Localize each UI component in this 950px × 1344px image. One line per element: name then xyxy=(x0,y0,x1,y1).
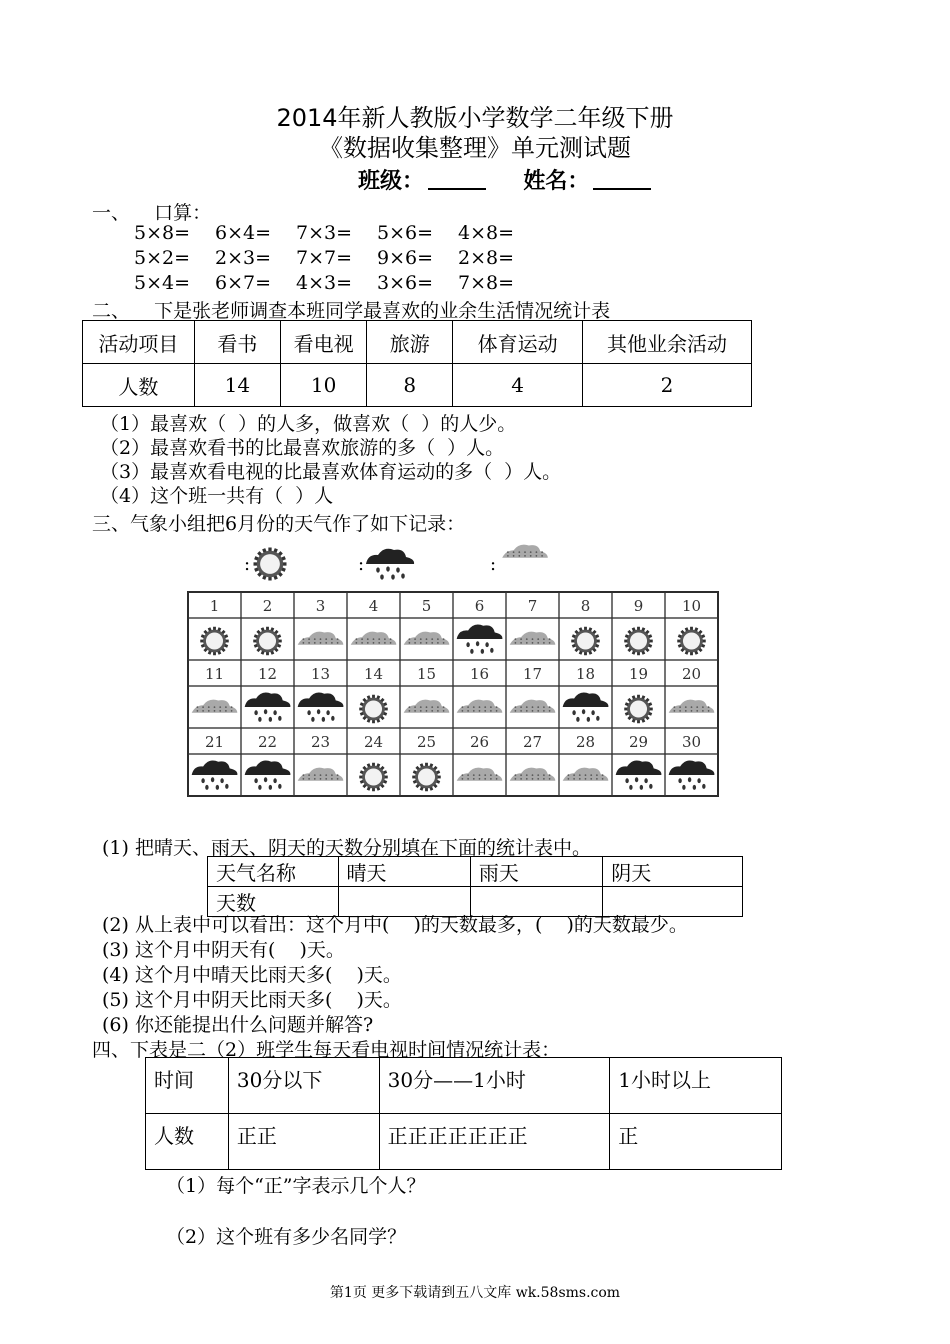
math-item: 4×8= xyxy=(458,222,515,244)
sun-icon xyxy=(200,627,229,656)
tally-cell: 正正 xyxy=(228,1114,379,1170)
math-item: 6×7= xyxy=(215,272,272,294)
sun-icon xyxy=(624,695,653,724)
section3-question: (4) 这个月中晴天比雨天多( )天。 xyxy=(102,964,402,986)
sun-icon xyxy=(359,695,388,724)
activity-header-cell: 旅游 xyxy=(367,321,453,364)
calendar-day-number: 23 xyxy=(310,733,331,751)
title-line1: 2014年新人教版小学数学二年级下册 xyxy=(276,104,674,132)
legend-colon-sunny: : xyxy=(244,554,251,575)
calendar-day-number: 18 xyxy=(575,665,596,683)
math-item: 6×4= xyxy=(215,222,272,244)
calendar-day-number: 15 xyxy=(416,665,437,683)
section1-heading: 一、 口算： xyxy=(92,202,212,224)
activity-count-cell: 10 xyxy=(281,364,367,407)
calendar-day-number: 1 xyxy=(209,597,220,615)
weather-stat-table xyxy=(207,856,743,917)
activity-count-cell: 8 xyxy=(367,364,453,407)
math-item: 4×3= xyxy=(296,272,353,294)
math-item: 5×6= xyxy=(377,222,434,244)
weather-stat-header-cell: 雨天 xyxy=(470,857,602,887)
calendar-day-number: 17 xyxy=(522,665,543,683)
section2-question: （4）这个班一共有（ ）人 xyxy=(100,485,334,507)
math-item: 7×3= xyxy=(296,222,353,244)
math-item: 5×8= xyxy=(134,222,191,244)
calendar-day-number: 30 xyxy=(681,733,702,751)
math-item: 5×4= xyxy=(134,272,191,294)
tv-table-row-label: 人数 xyxy=(146,1114,229,1170)
calendar-day-number: 13 xyxy=(310,665,331,683)
calendar-day-number: 3 xyxy=(315,597,326,615)
tv-table-header-cell: 1小时以上 xyxy=(610,1058,782,1114)
sun-icon xyxy=(677,627,706,656)
math-item: 7×8= xyxy=(458,272,515,294)
section3-question: (5) 这个月中阴天比雨天多( )天。 xyxy=(102,989,402,1011)
class-name-line xyxy=(358,164,651,195)
math-item: 5×2= xyxy=(134,247,191,269)
section2-question: （3）最喜欢看电视的比最喜欢体育运动的多（ ）人。 xyxy=(100,461,562,483)
class-label: 班级： xyxy=(358,169,425,194)
calendar-day-number: 2 xyxy=(262,597,273,615)
legend-cloud-icon xyxy=(502,545,548,558)
sun-icon xyxy=(624,627,653,656)
calendar-day-number: 21 xyxy=(204,733,225,751)
calendar-day-number: 10 xyxy=(681,597,702,615)
math-item: 3×6= xyxy=(377,272,434,294)
activity-count-cell: 2 xyxy=(582,364,751,407)
activity-header-cell: 其他业余活动 xyxy=(582,321,751,364)
tv-table-header-cell: 时间 xyxy=(146,1058,229,1114)
tv-table-header-row xyxy=(146,1058,782,1114)
title-line2: 《数据收集整理》单元测试题 xyxy=(319,134,631,162)
weather-stat-header-row xyxy=(208,857,743,887)
math-item: 2×3= xyxy=(215,247,272,269)
activity-header-cell: 看电视 xyxy=(281,321,367,364)
legend-sun-icon xyxy=(254,548,287,581)
calendar-day-number: 19 xyxy=(628,665,649,683)
calendar-day-number: 22 xyxy=(257,733,278,751)
activity-table xyxy=(82,320,752,407)
activity-count-cell: 4 xyxy=(453,364,583,407)
calendar-day-number: 25 xyxy=(416,733,437,751)
legend-rain-icon xyxy=(366,549,414,580)
weather-stat-row-label: 天数 xyxy=(208,887,339,917)
calendar-day-number: 8 xyxy=(580,597,591,615)
activity-header-cell: 体育运动 xyxy=(453,321,583,364)
math-item: 7×7= xyxy=(296,247,353,269)
section2-question: （2）最喜欢看书的比最喜欢旅游的多（ ）人。 xyxy=(100,437,505,459)
page-footer: 第1页 更多下载请到五八文库 wk.58sms.com xyxy=(329,1285,621,1301)
calendar-day-number: 4 xyxy=(368,597,379,615)
weather-stat-header-cell: 晴天 xyxy=(338,857,470,887)
section3-question: (2) 从上表中可以看出：这个月中( )的天数最多，( )的天数最少。 xyxy=(102,914,688,936)
tv-table-data-row xyxy=(146,1114,782,1170)
math-item: 9×6= xyxy=(377,247,434,269)
weather-calendar xyxy=(186,590,720,798)
calendar-day-number: 6 xyxy=(474,597,485,615)
calendar-day-number: 20 xyxy=(681,665,702,683)
calendar-day-number: 27 xyxy=(522,733,543,751)
tally-cell: 正正正正正正正 xyxy=(379,1114,610,1170)
sun-icon xyxy=(253,627,282,656)
calendar-day-number: 9 xyxy=(633,597,644,615)
section3-question: (3) 这个月中阴天有( )天。 xyxy=(102,939,345,961)
calendar-day-number: 11 xyxy=(204,665,225,683)
calendar-day-number: 29 xyxy=(628,733,649,751)
calendar-day-number: 24 xyxy=(363,733,384,751)
section3-q1: (1) 把晴天、雨天、阴天的天数分别填在下面的统计表中。 xyxy=(102,837,591,859)
section2-heading: 二、 下是张老师调查本班同学最喜欢的业余生活情况统计表 xyxy=(92,300,611,322)
activity-header-cell: 活动项目 xyxy=(83,321,195,364)
calendar-day-number: 14 xyxy=(363,665,384,683)
section4-q1: （1）每个“正”字表示几个人？ xyxy=(166,1175,426,1197)
activity-table-data-row xyxy=(83,364,752,407)
weather-stat-header-cell: 天气名称 xyxy=(208,857,339,887)
tv-table-header-cell: 30分以下 xyxy=(228,1058,379,1114)
activity-table-header-row xyxy=(83,321,752,364)
sun-icon xyxy=(412,763,441,792)
activity-count-cell: 14 xyxy=(194,364,280,407)
calendar-day-number: 28 xyxy=(575,733,596,751)
sun-icon xyxy=(571,627,600,656)
calendar-day-number: 7 xyxy=(527,597,538,615)
calendar-day-number: 16 xyxy=(469,665,490,683)
legend-colon-rainy: : xyxy=(358,554,365,575)
weather-stat-header-cell: 阴天 xyxy=(603,857,743,887)
activity-row-label: 人数 xyxy=(83,364,195,407)
tv-table-header-cell: 30分——1小时 xyxy=(379,1058,610,1114)
tally-cell: 正 xyxy=(610,1114,782,1170)
calendar-day-number: 26 xyxy=(469,733,490,751)
activity-header-cell: 看书 xyxy=(194,321,280,364)
sun-icon xyxy=(359,763,388,792)
weather-legend xyxy=(240,540,590,585)
section4-q2: （2）这个班有多少名同学？ xyxy=(166,1226,407,1248)
tv-time-table xyxy=(145,1057,782,1170)
calendar-day-number: 5 xyxy=(421,597,432,615)
legend-colon-cloudy: : xyxy=(490,554,497,575)
section4-heading: 四、下表是二（2）班学生每天看电视时间情况统计表： xyxy=(92,1039,561,1061)
calendar-day-number: 12 xyxy=(257,665,278,683)
class-blank xyxy=(428,166,486,190)
math-item: 2×8= xyxy=(458,247,515,269)
name-blank xyxy=(593,166,651,190)
section3-question: (6) 你还能提出什么问题并解答? xyxy=(102,1014,374,1036)
name-label: 姓名： xyxy=(523,169,590,194)
section3-heading: 三、气象小组把6月份的天气作了如下记录： xyxy=(92,513,466,535)
section2-question: （1）最喜欢（ ）的人多，做喜欢（ ）的人少。 xyxy=(100,413,517,435)
